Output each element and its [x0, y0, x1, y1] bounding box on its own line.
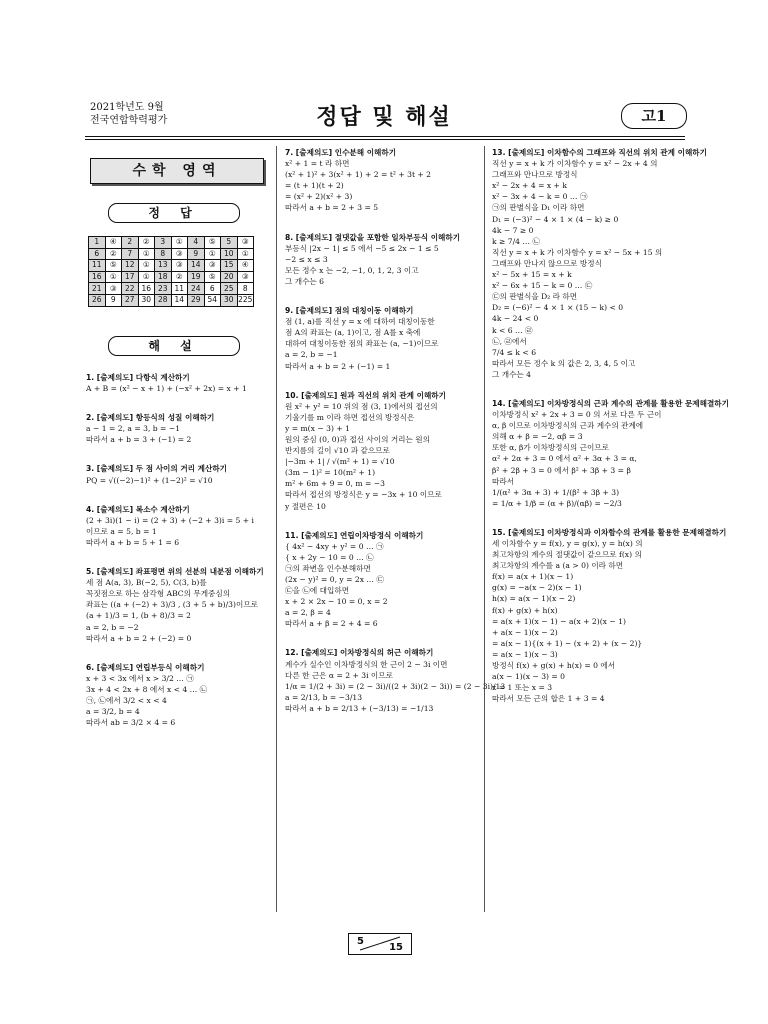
header-rule	[85, 136, 685, 137]
question-number: 5	[221, 237, 238, 249]
solution-line: (2x − y)² = 0, y = 2x … ㉢	[285, 575, 385, 584]
page-number	[348, 933, 412, 955]
solution-line: x + 3 < 3x 에서 x > 3/2 … ㉠	[86, 673, 194, 683]
answer-row	[89, 271, 254, 283]
answer-value: 8	[237, 283, 254, 295]
column-divider	[276, 146, 277, 912]
solution-line: 그래프와 만나므로 방정식	[492, 170, 578, 180]
page-title: 정답 및 해설	[316, 105, 452, 130]
solution-line: 세 점 A(a, 3), B(−2, 5), C(3, b)를	[86, 578, 207, 588]
solution-heading: 6. [출제의도] 연립부등식 이해하기	[86, 662, 205, 672]
solution-line: 꼭짓점으로 하는 삼각형 ABC의 무게중심의	[86, 589, 231, 599]
answer-row	[89, 294, 254, 306]
answer-value: ③	[204, 260, 221, 272]
solution-line: 세 이차함수 y = f(x), y = g(x), y = h(x) 의	[492, 539, 643, 548]
solution-line: 따라서 모든 정수 k 의 값은 2, 3, 4, 5 이고	[492, 358, 636, 368]
question-number: 22	[122, 283, 139, 295]
solution-line: 따라서	[492, 476, 515, 486]
answer-value: 225	[238, 295, 253, 305]
solution-line: x² − 6x + 15 − k = 0 … ㉢	[492, 281, 593, 291]
answer-value: ①	[171, 237, 188, 249]
answer-value: ④	[237, 260, 254, 272]
solution-item	[86, 412, 264, 445]
solution-heading: 1. [출제의도] 다항식 계산하기	[86, 373, 190, 382]
column-3	[492, 147, 729, 722]
question-number: 23	[155, 283, 172, 295]
column-2	[285, 147, 505, 732]
solution-line: 따라서 a + b = 5 + 1 = 6	[86, 537, 180, 547]
solution-line: D₁ = (−3)² − 4 × 1 × (4 − k) ≥ 0	[492, 214, 619, 224]
solution-line: a(x − 1)(x − 3) = 0	[492, 672, 566, 682]
solution-line: 그래프와 만나지 않으므로 방정식	[492, 258, 602, 268]
answer-value: ③	[171, 260, 188, 272]
question-number: 9	[188, 248, 205, 260]
question-number: 24	[188, 283, 205, 295]
exam-name: 전국연합학력평가	[90, 115, 168, 126]
solution-line: ㉠, ㉡에서 3/2 < x < 4	[86, 695, 167, 705]
question-number: 3	[155, 237, 172, 249]
solution-line: m² + 6m + 9 = 0, m = −3	[285, 479, 385, 489]
solution-heading: 3. [출제의도] 두 점 사이의 거리 계산하기	[86, 464, 228, 474]
solution-line: 따라서 a + b = 3 + (−1) = 2	[86, 435, 192, 445]
solution-line: 따라서 접선의 방정식은 y = −3x + 10 이므로	[285, 490, 442, 500]
answer-value: 11	[171, 283, 188, 295]
solution-item	[492, 527, 729, 705]
answer-value: 14	[171, 294, 188, 306]
solution-line: ㉠의 판별식을 D₁ 이라 하면	[492, 203, 585, 213]
question-number: 26	[89, 294, 106, 306]
explanation-heading: 해 설	[108, 336, 240, 356]
solution-line: (2 + 3i)(1 − i) = (2 + 3) + (−2 + 3)i = 5 + i	[86, 515, 254, 525]
solution-line: 원 x² + y² = 10 위의 점 (3, 1)에서의 접선의	[285, 401, 438, 411]
question-number: 16	[89, 271, 106, 283]
solution-line: 따라서 a + b = 2/13 + (−3/13) = −1/13	[285, 703, 434, 713]
solution-line: = a(x − 1){(x + 1) − (x + 2) + (x − 2)}	[492, 638, 643, 648]
solution-heading: 12. [출제의도] 이차방정식의 허근 이해하기	[285, 648, 434, 658]
solution-line: g(x) = −a(x − 2)(x − 1)	[492, 583, 582, 593]
solution-heading: 8. [출제의도] 절댓값을 포함한 일차부등식 이해하기	[285, 232, 461, 242]
solution-heading: 9. [출제의도] 점의 대칭이동 이해하기	[285, 306, 414, 316]
solution-item	[492, 398, 729, 509]
solution-item	[285, 147, 505, 214]
answer-value: ③	[171, 248, 188, 260]
solution-item	[285, 647, 505, 714]
solution-line: 따라서 ab = 3/2 × 4 = 6	[86, 718, 176, 728]
solution-line: 이차방정식 x² + 2x + 3 = 0 의 서로 다른 두 근이	[492, 410, 662, 420]
solution-line: ㉢을 ㉡에 대입하면	[285, 586, 350, 596]
solution-line: 직선 y = x + k 가 이차함수 y = x² − 5x + 15 의	[492, 247, 663, 257]
solution-line: 다른 한 근은 α = 2 + 3i 이므로	[285, 670, 393, 680]
solution-item	[285, 305, 505, 372]
solution-line: 기울기를 m 이라 하면 접선의 방정식은	[285, 412, 415, 422]
question-number: 25	[221, 283, 238, 295]
solution-line: a = 2, b = −1	[285, 350, 338, 360]
solution-line: (a + 1)/3 = 1, (b + 8)/3 = 2	[86, 611, 191, 621]
solution-heading: 11. [출제의도] 연립이차방정식 이해하기	[285, 530, 424, 540]
solution-line: α² + 2α + 3 = 0 에서 α² + 3α + 3 = α,	[492, 454, 637, 464]
answer-heading: 정 답	[108, 203, 240, 223]
question-number: 4	[188, 237, 205, 249]
solution-line: { 4x² − 4xy + y² = 0 … ㉠	[285, 541, 384, 551]
question-number: 28	[155, 294, 172, 306]
solution-line: 최고차항의 계수의 절댓값이 같으므로 f(x) 의	[492, 550, 642, 560]
solution-line: 1/(α² + 3α + 3) + 1/(β² + 3β + 3)	[492, 487, 620, 497]
solution-line: a = 3/2, b = 4	[86, 707, 140, 717]
solution-heading: 4. [출제의도] 복소수 계산하기	[86, 504, 190, 514]
solution-line: 이므로 a = 5, b = 1	[86, 526, 157, 536]
answer-value: 9	[105, 294, 122, 306]
solution-line: 대하여 대칭이동한 점의 좌표는 (a, −1)이므로	[285, 339, 439, 349]
solution-line: ㉢의 판별식을 D₂ 라 하면	[492, 292, 578, 302]
answer-value: ⑤	[204, 237, 221, 249]
solution-line: = a(x + 1)(x − 1) − a(x + 2)(x − 1)	[492, 616, 626, 626]
question-number: 12	[122, 260, 139, 272]
solution-line: 따라서 a + b = 2 + (−2) = 0	[86, 633, 192, 643]
solution-line: 그 개수는 4	[492, 369, 532, 379]
answer-value: ③	[237, 237, 254, 249]
answer-table	[88, 236, 254, 307]
solution-line: ㉠의 좌변을 인수분해하면	[285, 563, 371, 573]
answer-value: ②	[171, 271, 188, 283]
solution-line: α, β 이므로 이차방정식의 근과 계수의 관계에	[492, 421, 644, 431]
solution-line: = a(x − 1)(x − 3)	[492, 649, 558, 659]
solution-line: y = m(x − 3) + 1	[285, 423, 350, 433]
solution-item	[86, 463, 264, 485]
question-number: 1	[89, 237, 106, 249]
question-number: 27	[122, 294, 139, 306]
answer-value: ⑤	[105, 260, 122, 272]
solution-line: 반지름의 길이 √10 과 같으므로	[285, 446, 390, 456]
solution-heading: 2. [출제의도] 항등식의 성질 이해하기	[86, 413, 215, 423]
question-number: 17	[122, 271, 139, 283]
solution-item	[86, 372, 264, 394]
solution-line: PQ = √((−2)−1)² + (1−2)² = √10	[86, 475, 213, 485]
solution-line: A + B = (x² − x + 1) + (−x² + 2x) = x + 1	[86, 384, 247, 394]
question-number: 15	[221, 260, 238, 272]
solution-item	[86, 504, 264, 548]
question-number: 8	[155, 248, 172, 260]
header-rule-thin	[85, 139, 685, 140]
answer-value: 6	[204, 283, 221, 295]
solution-line: 계수가 실수인 이차방정식의 한 근이 2 − 3i 이면	[285, 659, 448, 669]
solution-line: x² − 2x + 4 = x + k	[492, 181, 567, 191]
solution-line: 모든 정수 x 는 −2, −1, 0, 1, 2, 3 이고	[285, 265, 419, 275]
grade-badge: 고1	[621, 103, 687, 129]
solution-line: x² + 1 = t 라 하면	[285, 159, 350, 169]
answer-row	[89, 248, 254, 260]
answer-row	[89, 283, 254, 295]
solution-line: y 절편은 10	[285, 501, 326, 511]
solution-line: = 1/α + 1/β = (α + β)/(αβ) = −2/3	[492, 498, 622, 508]
question-number: 14	[188, 260, 205, 272]
solution-line: 따라서 a + b = 2 + 3 = 5	[285, 203, 379, 213]
solution-line: 그 개수는 6	[285, 276, 325, 286]
solution-line: 따라서 a + β = 2 + 4 = 6	[285, 619, 378, 629]
solution-line: D₂ = (−6)² − 4 × 1 × (15 − k) < 0	[492, 303, 624, 313]
solution-heading: 13. [출제의도] 이차함수의 그래프와 직선의 위치 관계 이해하기	[492, 148, 707, 157]
answer-value: ①	[237, 248, 254, 260]
solution-line: β² + 2β + 3 = 0 에서 β² + 3β + 3 = β	[492, 465, 631, 475]
solution-line: 직선 y = x + k 가 이차함수 y = x² − 2x + 4 의	[492, 159, 658, 169]
solution-line: x = 1 또는 x = 3	[492, 683, 553, 693]
solution-item	[285, 530, 505, 630]
answer-row	[89, 237, 254, 249]
solution-line: a = 2, β = 4	[285, 608, 331, 618]
solution-line: h(x) = a(x − 1)(x − 2)	[492, 594, 576, 604]
question-number: 29	[188, 294, 205, 306]
question-number: 10	[221, 248, 238, 260]
solution-heading: 7. [출제의도] 인수분해 이해하기	[285, 148, 397, 157]
solution-line: a = 2, b = −2	[86, 622, 139, 632]
solution-line: = (x² + 2)(x² + 3)	[285, 192, 353, 202]
solution-line: −2 ≤ x ≤ 3	[285, 254, 328, 264]
answer-row	[89, 260, 254, 272]
solution-line: |−3m + 1| / √(m² + 1) = √10	[285, 457, 395, 467]
answer-value: ③	[105, 283, 122, 295]
solution-line: 1/α = 1/(2 + 3i) = (2 − 3i)/((2 + 3i)(2 − 3i)) = (2 − 3i)/13	[285, 681, 506, 691]
solution-line: k ≥ 7/4 … ㉡	[492, 236, 541, 246]
question-number: 2	[122, 237, 139, 249]
solution-line: 4k − 24 < 0	[492, 314, 539, 324]
answer-value: ①	[105, 271, 122, 283]
solution-line: f(x) = a(x + 1)(x − 1)	[492, 572, 574, 582]
subject-title: 수학 영역	[90, 158, 264, 184]
question-number: 30	[221, 294, 238, 306]
answer-value: ②	[138, 237, 155, 249]
answer-value: 30	[138, 294, 155, 306]
answer-value: ②	[105, 248, 122, 260]
solution-item	[285, 232, 505, 287]
answer-value: ①	[138, 271, 155, 283]
answer-value: ①	[204, 248, 221, 260]
answer-value: ①	[138, 248, 155, 260]
question-number: 18	[155, 271, 172, 283]
solution-line: 3x + 4 < 2x + 8 에서 x < 4 … ㉡	[86, 684, 208, 694]
solution-item	[86, 662, 264, 729]
solution-line: 부등식 |2x − 1| ≤ 5 에서 −5 ≤ 2x − 1 ≤ 5	[285, 243, 439, 253]
solution-line: a = 2/13, b = −3/13	[285, 692, 363, 702]
total-pages: 15	[389, 942, 403, 953]
question-number: 11	[89, 260, 106, 272]
answer-value: 16	[138, 283, 155, 295]
solution-item	[492, 147, 729, 380]
solution-heading: 14. [출제의도] 이차방정식의 근과 계수의 관계를 활용한 문제해결하기	[492, 398, 729, 408]
question-number: 21	[89, 283, 106, 295]
solution-line: 최고차항의 계수를 a (a > 0) 이라 하면	[492, 561, 624, 571]
solution-line: 방정식 f(x) + g(x) + h(x) = 0 에서	[492, 661, 616, 671]
solution-line: f(x) + g(x) + h(x)	[492, 605, 558, 615]
solution-line: x² − 5x + 15 = x + k	[492, 270, 572, 280]
solution-line: 따라서 모든 근의 합은 1 + 3 = 4	[492, 694, 605, 704]
solution-line: 점 (1, a)를 직선 y = x 에 대하여 대칭이동한	[285, 317, 435, 327]
solution-line: (x² + 1)² + 3(x² + 1) + 2 = t² + 3t + 2	[285, 170, 432, 180]
solution-line: (3m − 1)² = 10(m² + 1)	[285, 468, 376, 478]
solution-line: 따라서 a + b = 2 + (−1) = 1	[285, 361, 391, 371]
solution-line: 또한 α, β가 이차방정식의 근이므로	[492, 443, 609, 453]
solution-line: a − 1 = 2, a = 3, b = −1	[86, 424, 181, 434]
solution-item	[285, 390, 505, 512]
solution-line: k < 6 … ㉣	[492, 325, 533, 335]
solution-line: 7/4 ≤ k < 6	[492, 347, 537, 357]
solution-heading: 15. [출제의도] 이차방정식과 이차함수의 관계를 활용한 문제해결하기	[492, 527, 727, 537]
answer-value: ⑤	[204, 271, 221, 283]
solution-line: ㉡, ㉣에서	[492, 336, 527, 346]
solution-line: x + 2 × 2x − 10 = 0, x = 2	[285, 597, 388, 607]
question-number: 13	[155, 260, 172, 272]
solution-line: 원의 중심 (0, 0)과 접선 사이의 거리는 원의	[285, 434, 430, 444]
solution-line: 점 A의 좌표는 (a, 1)이고, 점 A를 x 축에	[285, 328, 421, 338]
answer-value: ④	[105, 237, 122, 249]
answer-value: ①	[138, 260, 155, 272]
question-number: 6	[89, 248, 106, 260]
solution-line: 의해 α + β = −2, αβ = 3	[492, 432, 583, 442]
answer-value: ③	[237, 271, 254, 283]
exam-year: 2021학년도 9월	[90, 102, 164, 113]
answer-value: 54	[204, 294, 221, 306]
solution-line: 4k − 7 ≥ 0	[492, 225, 534, 235]
solution-line: + a(x − 1)(x − 2)	[492, 627, 558, 637]
solution-line: { x + 2y − 10 = 0 … ㉡	[285, 552, 374, 562]
solution-heading: 5. [출제의도] 좌표평면 위의 선분의 내분점 이해하기	[86, 567, 264, 577]
solution-line: 좌표는 ((a + (−2) + 3)/3 , (3 + 5 + b)/3)이므로	[86, 600, 258, 610]
solution-item	[86, 566, 264, 644]
question-number: 7	[122, 248, 139, 260]
question-number: 19	[188, 271, 205, 283]
solution-line: = (t + 1)(t + 2)	[285, 181, 344, 191]
solution-line: x² − 3x + 4 − k = 0 … ㉠	[492, 192, 588, 202]
solution-heading: 10. [출제의도] 원과 직선의 위치 관계 이해하기	[285, 390, 446, 400]
current-page: 5	[357, 936, 364, 947]
column-1	[86, 372, 264, 746]
question-number: 20	[221, 271, 238, 283]
